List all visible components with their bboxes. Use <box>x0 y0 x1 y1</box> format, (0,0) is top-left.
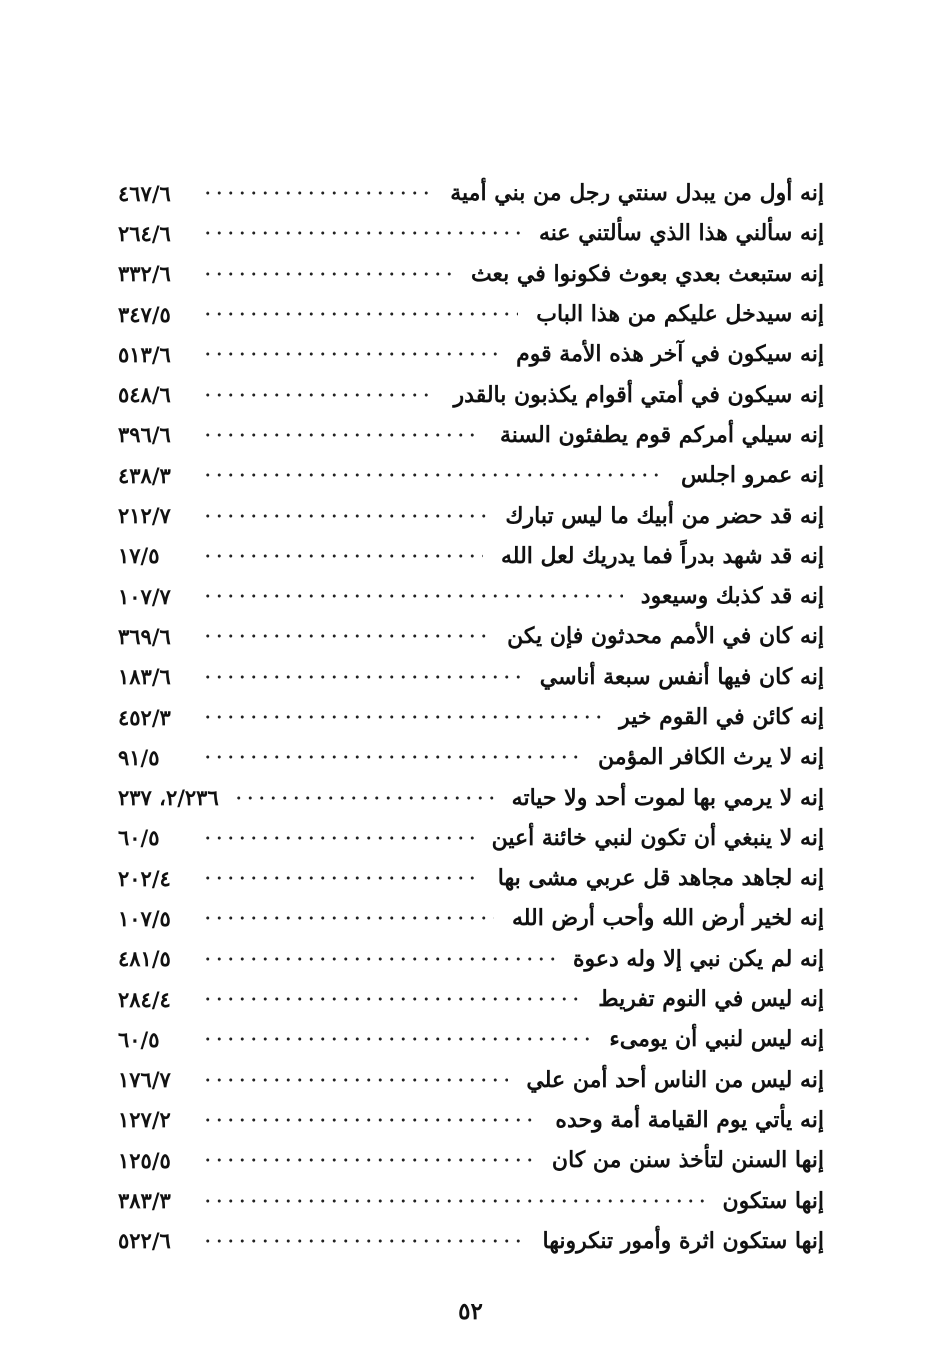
dot-leader <box>202 911 494 925</box>
entry-text: إنها ستكون اثرة وأمور تنكرونها <box>542 1227 824 1254</box>
dot-leader <box>202 1153 534 1167</box>
index-list <box>118 173 824 1261</box>
entry-text: إنه لجاهد مجاهد قل عربي مشى بها <box>497 865 824 892</box>
dot-leader <box>202 428 482 442</box>
entry-reference: ١٢٧/٢ <box>118 1107 171 1133</box>
entry-text: إنه سيكون في أمتي أقوام يكذبون بالقدر <box>453 381 824 408</box>
index-entry <box>118 697 824 737</box>
entry-text: إنه سيلي أمركم قوم يطفئون السنة <box>499 421 824 448</box>
entry-text: إنه يأتي يوم القيامة أمة وحده <box>555 1106 824 1133</box>
entry-reference: ٢١٢/٧ <box>118 503 171 529</box>
entry-reference: ٥٢٢/٦ <box>118 1228 171 1254</box>
dot-leader <box>202 871 480 885</box>
index-entry <box>118 818 824 858</box>
dot-leader <box>202 952 555 966</box>
entry-text: إنه أول من يبدل سنتي رجل من بني أمية <box>450 180 824 207</box>
entry-reference: ٤٣٨/٣ <box>118 462 171 488</box>
index-entry <box>118 1060 824 1100</box>
page-number: ٥٢ <box>458 1298 483 1325</box>
entry-reference: ١٠٧/٧ <box>118 583 171 609</box>
dot-leader <box>202 1032 591 1046</box>
entry-text: إنه لا ينبغي أن تكون لنبي خائنة أعين <box>491 824 824 851</box>
entry-text: إنه ليس من الناس أحد أمن علي <box>526 1066 824 1093</box>
index-entry <box>118 173 824 213</box>
index-entry <box>118 536 824 576</box>
index-entry <box>118 254 824 294</box>
entry-reference: ٤٥٢/٣ <box>118 704 171 730</box>
dot-leader <box>233 791 494 805</box>
entry-text: إنه كان فيها أنفس سبعة أناسي <box>539 663 824 690</box>
entry-reference: ٢٦٤/٦ <box>118 220 171 246</box>
entry-reference: ١٨٣/٦ <box>118 664 171 690</box>
dot-leader <box>202 750 580 764</box>
dot-leader <box>202 992 580 1006</box>
index-entry <box>118 374 824 414</box>
index-entry <box>118 939 824 979</box>
entry-reference: ٩١/٥ <box>118 744 160 770</box>
index-entry <box>118 737 824 777</box>
entry-reference: ٥١٣/٦ <box>118 341 171 367</box>
entry-reference: ٥٤٨/٦ <box>118 382 171 408</box>
entry-reference: ٦٠/٥ <box>118 1026 160 1052</box>
index-entry <box>118 455 824 495</box>
entry-reference: ٤٦٧/٦ <box>118 180 171 206</box>
index-entry <box>118 294 824 334</box>
entry-reference: ٣٨٣/٣ <box>118 1188 171 1214</box>
entry-reference: ١٧/٥ <box>118 543 160 569</box>
entry-reference: ٤٨١/٥ <box>118 946 171 972</box>
dot-leader <box>202 226 521 240</box>
entry-text: إنه ستبعث بعدي بعوث فكونوا في بعث <box>470 260 824 287</box>
entry-reference: ٣٦٩/٦ <box>118 623 171 649</box>
dot-leader <box>202 186 432 200</box>
dot-leader <box>202 307 518 321</box>
dot-leader <box>202 347 498 361</box>
dot-leader <box>202 710 601 724</box>
index-entry <box>118 616 824 656</box>
entry-text: إنها ستكون <box>722 1187 824 1214</box>
entry-text: إنه ليس في النوم تفريط <box>598 986 824 1013</box>
entry-text: إنه لم يكن نبي إلا وله دعوة <box>572 945 824 972</box>
dot-leader <box>202 1194 705 1208</box>
dot-leader <box>202 267 453 281</box>
index-entry <box>118 898 824 938</box>
entry-text: إنه لخير أرض الله وأحب أرض الله <box>511 905 824 932</box>
entry-text: إنه كان في الأمم محدثون فإن يكن <box>507 623 824 650</box>
index-entry <box>118 576 824 616</box>
index-entry <box>118 1221 824 1261</box>
index-entry <box>118 1019 824 1059</box>
index-entry <box>118 213 824 253</box>
entry-text: إنه لا يرمي بها لموت أحد ولا حياته <box>511 784 824 811</box>
entry-text: إنه قد كذبك وسيعود <box>640 583 824 610</box>
entry-reference: ٢٨٤/٤ <box>118 986 171 1012</box>
index-entry <box>118 415 824 455</box>
entry-text: إنه سألني هذا الذي سألتني عنه <box>538 220 824 247</box>
entry-reference: ٢/٢٣٦، ٢٣٧ <box>118 785 219 811</box>
index-entry <box>118 1140 824 1180</box>
index-entry <box>118 334 824 374</box>
index-entry <box>118 858 824 898</box>
entry-reference: ٣٣٢/٦ <box>118 261 171 287</box>
entry-reference: ١٠٧/٥ <box>118 905 171 931</box>
entry-reference: ١٧٦/٧ <box>118 1067 171 1093</box>
entry-text: إنه كائن في القوم خير <box>619 704 824 730</box>
index-entry <box>118 979 824 1019</box>
dot-leader <box>202 1234 524 1248</box>
dot-leader <box>202 1113 537 1127</box>
entry-text: إنه سيكون في آخر هذه الأمة قوم <box>516 341 824 368</box>
entry-text: إنه ليس لنبي أن يومىء <box>609 1026 824 1053</box>
dot-leader <box>202 468 663 482</box>
entry-reference: ٣٤٧/٥ <box>118 301 171 327</box>
entry-reference: ١٢٥/٥ <box>118 1147 171 1173</box>
dot-leader <box>202 629 489 643</box>
dot-leader <box>202 388 436 402</box>
index-entry <box>118 1100 824 1140</box>
index-entry <box>118 657 824 697</box>
index-entry <box>118 777 824 817</box>
entry-text: إنه عمرو اجلس <box>681 462 824 489</box>
entry-text: إنه سيدخل عليكم من هذا الباب <box>536 301 824 328</box>
entry-reference: ٢٠٢/٤ <box>118 865 171 891</box>
entry-text: إنه قد شهد بدراً فما يدريك لعل الله <box>500 542 824 569</box>
entry-text: إنه لا يرث الكافر المؤمن <box>598 744 824 771</box>
dot-leader <box>202 831 474 845</box>
dot-leader <box>202 1073 508 1087</box>
entry-reference: ٦٠/٥ <box>118 825 160 851</box>
dot-leader <box>202 670 522 684</box>
entry-reference: ٣٩٦/٦ <box>118 422 171 448</box>
entry-text: إنها السنن لتأخذ سنن من كان <box>551 1147 824 1174</box>
index-entry <box>118 495 824 535</box>
entry-text: إنه قد حضر من أبيك ما ليس تبارك <box>505 502 824 529</box>
dot-leader <box>202 589 623 603</box>
index-entry <box>118 1180 824 1220</box>
dot-leader <box>202 549 483 563</box>
dot-leader <box>202 509 487 523</box>
